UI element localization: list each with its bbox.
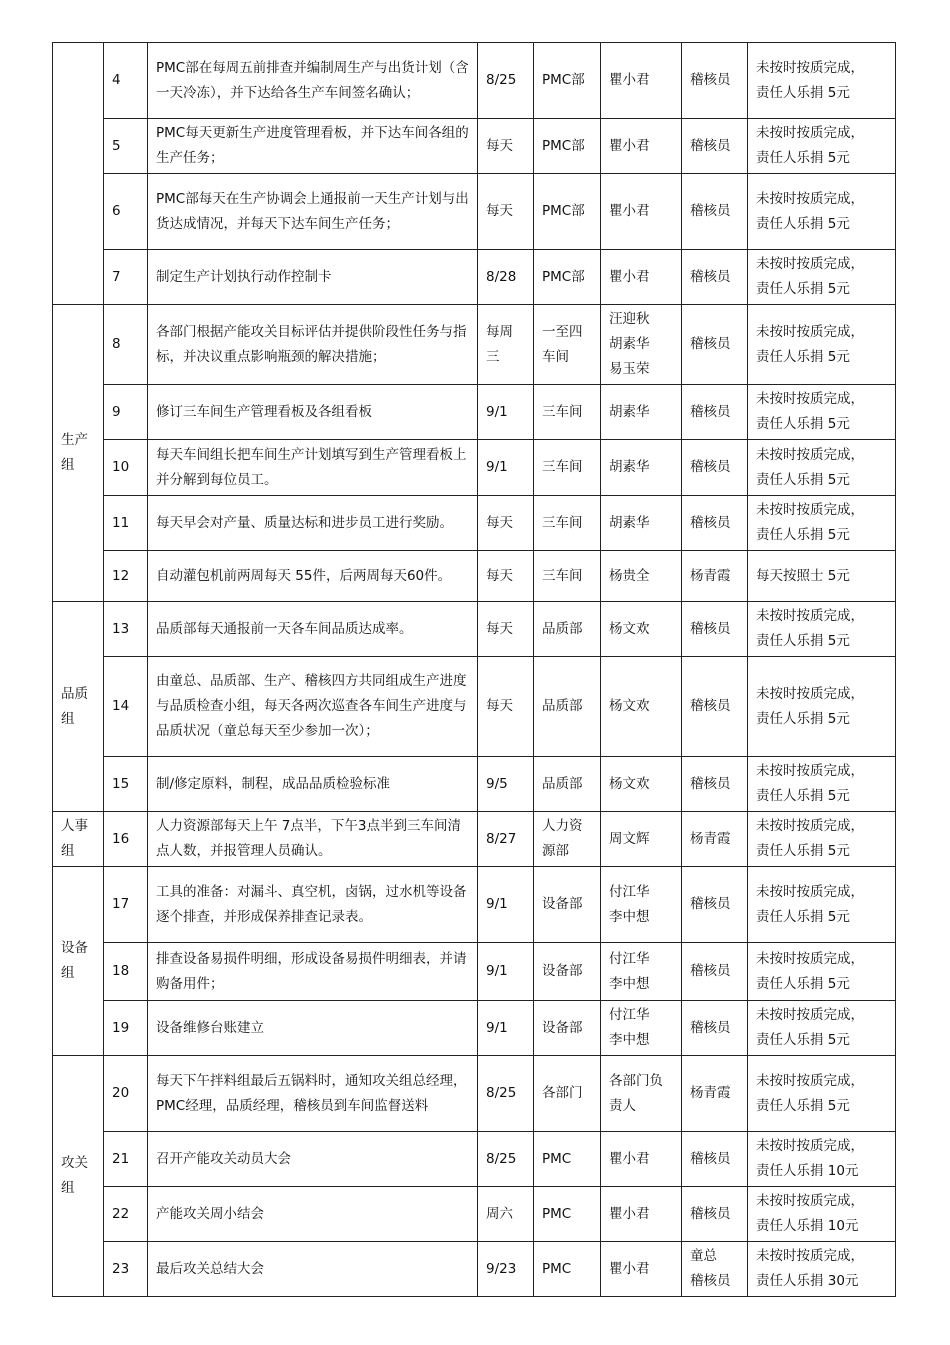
row-number: 13 [104,602,148,657]
table-row [53,174,896,250]
owner: 杨文欢 [601,657,682,757]
penalty: 未按时按质完成， 责任人乐捐 5元 [748,119,896,174]
department: 各部门 [534,1056,601,1132]
owner: 瞿小君 [601,1187,682,1242]
table-row [53,1056,896,1132]
table-row [53,1242,896,1297]
due-date: 9/23 [478,1242,534,1297]
checker: 稽核员 [682,1001,748,1056]
department: PMC [534,1187,601,1242]
owner: 胡素华 [601,385,682,440]
group-cell: 品质组 [53,602,104,812]
department: 三车间 [534,551,601,602]
task-content: 最后攻关总结大会 [148,1242,478,1297]
due-date: 每天 [478,496,534,551]
owner: 杨文欢 [601,757,682,812]
row-number: 7 [104,250,148,305]
department: PMC [534,1132,601,1187]
row-number: 21 [104,1132,148,1187]
task-content: 制/修定原料，制程，成品品质检验标准 [148,757,478,812]
row-number: 16 [104,812,148,867]
checker: 稽核员 [682,496,748,551]
due-date: 每天 [478,602,534,657]
table-row [53,119,896,174]
task-content: 修订三车间生产管理看板及各组看板 [148,385,478,440]
department: 设备部 [534,1001,601,1056]
table-row [53,305,896,385]
department: 人力资源部 [534,812,601,867]
due-date: 9/1 [478,867,534,943]
department: 三车间 [534,496,601,551]
row-number: 18 [104,943,148,1001]
task-content: 由童总、品质部、生产、稽核四方共同组成生产进度与品质检查小组，每天各两次巡查各车间生产进度与品质状况（童总每天至少参加一次）； [148,657,478,757]
table-row [53,385,896,440]
table-row [53,812,896,867]
penalty: 每天按照士 5元 [748,551,896,602]
table-row [53,496,896,551]
row-number: 12 [104,551,148,602]
task-content: 自动灌包机前两周每天 55件，后两周每天60件。 [148,551,478,602]
checker: 稽核员 [682,174,748,250]
checker: 稽核员 [682,943,748,1001]
due-date: 9/5 [478,757,534,812]
checker: 稽核员 [682,1187,748,1242]
penalty: 未按时按质完成， 责任人乐捐 5元 [748,757,896,812]
checker: 稽核员 [682,602,748,657]
table-row [53,867,896,943]
task-content: 工具的准备：对漏斗、真空机，卤锅，过水机等设备逐个排查，并形成保养排查记录表。 [148,867,478,943]
table-row [53,602,896,657]
department: PMC部 [534,174,601,250]
penalty: 未按时按质完成， 责任人乐捐 5元 [748,385,896,440]
checker: 稽核员 [682,305,748,385]
group-cell [53,43,104,305]
task-content: PMC部在每周五前排查并编制周生产与出货计划（含一天冷冻），并下达给各生产车间签名确认； [148,43,478,119]
due-date: 每天 [478,174,534,250]
checker: 稽核员 [682,757,748,812]
table-row [53,943,896,1001]
checker: 稽核员 [682,250,748,305]
checker: 杨青霞 [682,551,748,602]
owner: 付江华 李中想 [601,943,682,1001]
due-date: 9/1 [478,943,534,1001]
owner: 杨文欢 [601,602,682,657]
table-row [53,250,896,305]
group-cell: 人事组 [53,812,104,867]
penalty: 未按时按质完成， 责任人乐捐 5元 [748,602,896,657]
checker: 稽核员 [682,440,748,496]
row-number: 10 [104,440,148,496]
task-content: 品质部每天通报前一天各车间品质达成率。 [148,602,478,657]
owner: 付江华 李中想 [601,1001,682,1056]
checker: 稽核员 [682,867,748,943]
penalty: 未按时按质完成， 责任人乐捐 5元 [748,657,896,757]
penalty: 未按时按质完成， 责任人乐捐 5元 [748,305,896,385]
department: PMC [534,1242,601,1297]
task-content: 每天早会对产量、质量达标和进步员工进行奖励。 [148,496,478,551]
department: 一至四车间 [534,305,601,385]
row-number: 11 [104,496,148,551]
penalty: 未按时按质完成， 责任人乐捐 5元 [748,943,896,1001]
table-row [53,1187,896,1242]
penalty: 未按时按质完成， 责任人乐捐 5元 [748,496,896,551]
table-row [53,657,896,757]
checker: 稽核员 [682,385,748,440]
checker: 杨青霞 [682,1056,748,1132]
checker: 稽核员 [682,119,748,174]
owner: 付江华 李中想 [601,867,682,943]
due-date: 8/27 [478,812,534,867]
row-number: 9 [104,385,148,440]
task-content: 每天下午拌料组最后五锅料时，通知攻关组总经理，PMC经理，品质经理，稽核员到车间监督送料 [148,1056,478,1132]
due-date: 每天 [478,119,534,174]
row-number: 4 [104,43,148,119]
department: 品质部 [534,657,601,757]
department: 品质部 [534,602,601,657]
owner: 周文辉 [601,812,682,867]
owner: 胡素华 [601,440,682,496]
task-content: 排查设备易损件明细，形成设备易损件明细表，并请购备用件； [148,943,478,1001]
task-content: 设备维修台账建立 [148,1001,478,1056]
checker: 童总 稽核员 [682,1242,748,1297]
owner: 胡素华 [601,496,682,551]
penalty: 未按时按质完成， 责任人乐捐 10元 [748,1187,896,1242]
table-row [53,1132,896,1187]
department: 三车间 [534,385,601,440]
penalty: 未按时按质完成， 责任人乐捐 5元 [748,43,896,119]
table-row [53,1001,896,1056]
due-date: 8/25 [478,43,534,119]
task-content: 人力资源部每天上午 7点半，下午3点半到三车间清点人数，并报管理人员确认。 [148,812,478,867]
owner: 瞿小君 [601,174,682,250]
owner: 瞿小君 [601,1242,682,1297]
department: 品质部 [534,757,601,812]
department: PMC部 [534,119,601,174]
department: 设备部 [534,867,601,943]
penalty: 未按时按质完成， 责任人乐捐 5元 [748,250,896,305]
due-date: 8/25 [478,1132,534,1187]
task-table [52,42,896,1297]
due-date: 每周三 [478,305,534,385]
department: PMC部 [534,250,601,305]
due-date: 周六 [478,1187,534,1242]
row-number: 22 [104,1187,148,1242]
department: 设备部 [534,943,601,1001]
row-number: 14 [104,657,148,757]
table-row [53,551,896,602]
group-cell: 生产组 [53,305,104,602]
task-content: 制定生产计划执行动作控制卡 [148,250,478,305]
task-content: 召开产能攻关动员大会 [148,1132,478,1187]
owner: 杨贵全 [601,551,682,602]
checker: 稽核员 [682,43,748,119]
table-row [53,43,896,119]
penalty: 未按时按质完成， 责任人乐捐 30元 [748,1242,896,1297]
task-content: 产能攻关周小结会 [148,1187,478,1242]
row-number: 5 [104,119,148,174]
group-cell: 设备组 [53,867,104,1056]
task-content: 每天车间组长把车间生产计划填写到生产管理看板上并分解到每位员工。 [148,440,478,496]
due-date: 8/25 [478,1056,534,1132]
penalty: 未按时按质完成， 责任人乐捐 5元 [748,1001,896,1056]
table-row [53,757,896,812]
due-date: 9/1 [478,440,534,496]
row-number: 17 [104,867,148,943]
row-number: 19 [104,1001,148,1056]
due-date: 9/1 [478,1001,534,1056]
penalty: 未按时按质完成， 责任人乐捐 5元 [748,1056,896,1132]
department: 三车间 [534,440,601,496]
due-date: 每天 [478,551,534,602]
group-cell: 攻关组 [53,1056,104,1297]
department: PMC部 [534,43,601,119]
task-content: 各部门根据产能攻关目标评估并提供阶段性任务与指标，并决议重点影响瓶颈的解决措施； [148,305,478,385]
penalty: 未按时按质完成， 责任人乐捐 5元 [748,440,896,496]
row-number: 8 [104,305,148,385]
task-content: PMC部每天在生产协调会上通报前一天生产计划与出货达成情况，并每天下达车间生产任务； [148,174,478,250]
task-content: PMC每天更新生产进度管理看板，并下达车间各组的生产任务； [148,119,478,174]
row-number: 23 [104,1242,148,1297]
penalty: 未按时按质完成， 责任人乐捐 5元 [748,867,896,943]
owner: 瞿小君 [601,1132,682,1187]
owner: 瞿小君 [601,119,682,174]
penalty: 未按时按质完成， 责任人乐捐 5元 [748,812,896,867]
due-date: 每天 [478,657,534,757]
row-number: 15 [104,757,148,812]
checker: 杨青霞 [682,812,748,867]
penalty: 未按时按质完成， 责任人乐捐 5元 [748,174,896,250]
owner: 瞿小君 [601,43,682,119]
table-row [53,440,896,496]
due-date: 8/28 [478,250,534,305]
checker: 稽核员 [682,1132,748,1187]
owner: 瞿小君 [601,250,682,305]
owner: 各部门负责人 [601,1056,682,1132]
row-number: 20 [104,1056,148,1132]
row-number: 6 [104,174,148,250]
due-date: 9/1 [478,385,534,440]
checker: 稽核员 [682,657,748,757]
owner: 汪迎秋 胡素华 易玉荣 [601,305,682,385]
penalty: 未按时按质完成， 责任人乐捐 10元 [748,1132,896,1187]
